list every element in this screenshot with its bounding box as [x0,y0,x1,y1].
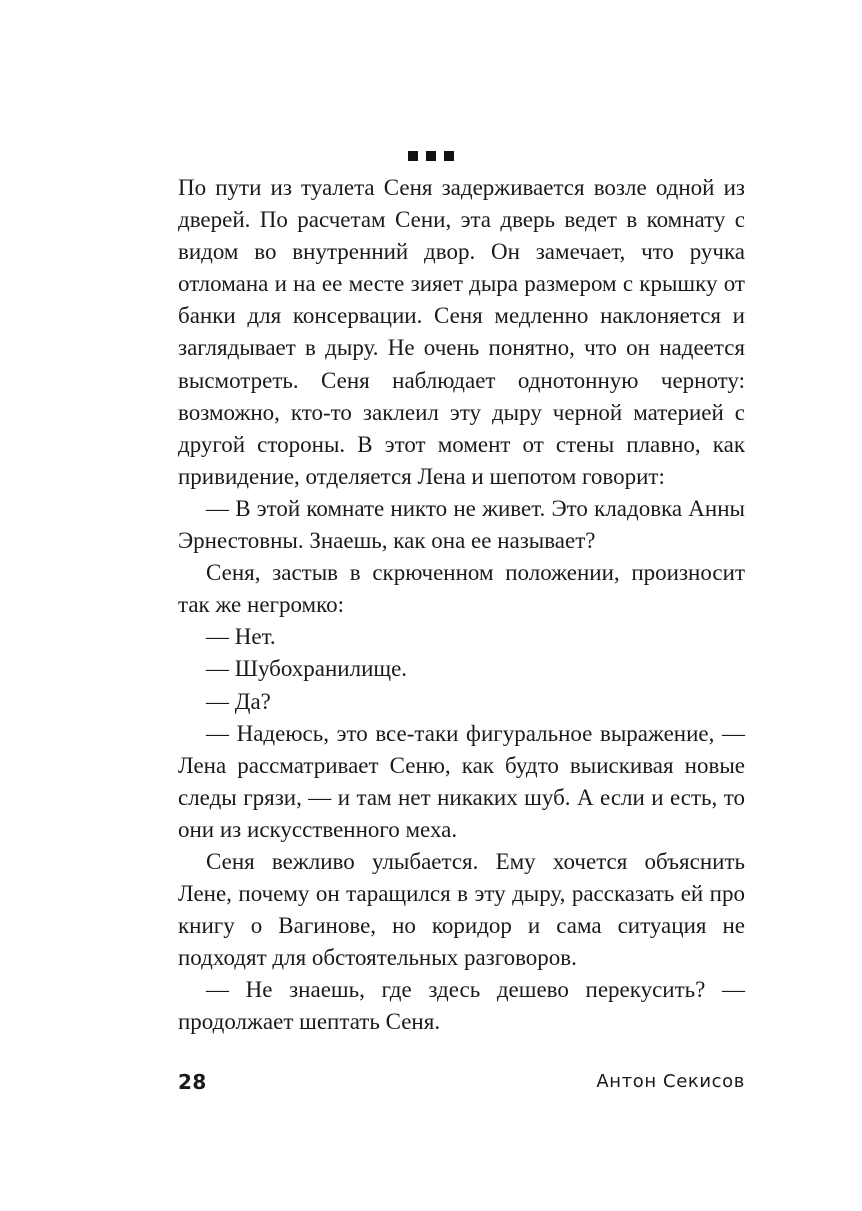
page-footer [178,1070,745,1098]
paragraph: — Да? [206,688,271,714]
body-text [178,172,745,1039]
paragraph: По пути из туалета Сеня задерживается возле одной из дверей. По расчетам Сени, эта дверь ведет в комнату с видом во внутренний двор. Он замечает, что ручка отломана и на ее месте зияет дыра размером с крышку от банки для консервации. Сеня медленно наклоняется и заглядывает в дыру. Не очень понятно, что он надеется высмотреть. Сеня наблюдает однотонную черноту: возможно, кто-то заклеил эту дыру черной материей с другой стороны. В этот момент от стены плавно, как привидение, отделяется Лена и шепотом говорит: [178,175,745,489]
paragraph: — Надеюсь, это все-таки фигуральное выражение, — Лена рассматривает Сеню, как будто выискивая новые следы грязи, — и там нет никаких шуб. А если и есть, то они из искусственного меха. [178,720,745,842]
running-author: Антон Секисов [596,1071,745,1092]
section-break-ornament [0,151,862,161]
paragraph: — В этой комнате никто не живет. Это кладовка Анны Эрнестовны. Знаешь, как она ее называет? [178,495,745,554]
ornament-square [408,151,418,161]
ornament-square [426,151,436,161]
paragraph: — Не знаешь, где здесь дешево перекусить? — продолжает шептать Сеня. [178,977,745,1035]
paragraph: Сеня, застыв в скрюченном положении, произносит так же негромко: [178,560,745,618]
paragraph: Сеня вежливо улыбается. Ему хочется объяснить Лене, почему он таращился в эту дыру, рассказать ей про книгу о Вагинове, но коридор и сама ситуация не подходят для обстоятельных разговоров. [178,848,745,971]
ornament-square [444,151,454,161]
paragraph: — Шубохранилище. [206,656,408,682]
page-number: 28 [178,1070,207,1094]
paragraph: — Нет. [206,624,276,650]
